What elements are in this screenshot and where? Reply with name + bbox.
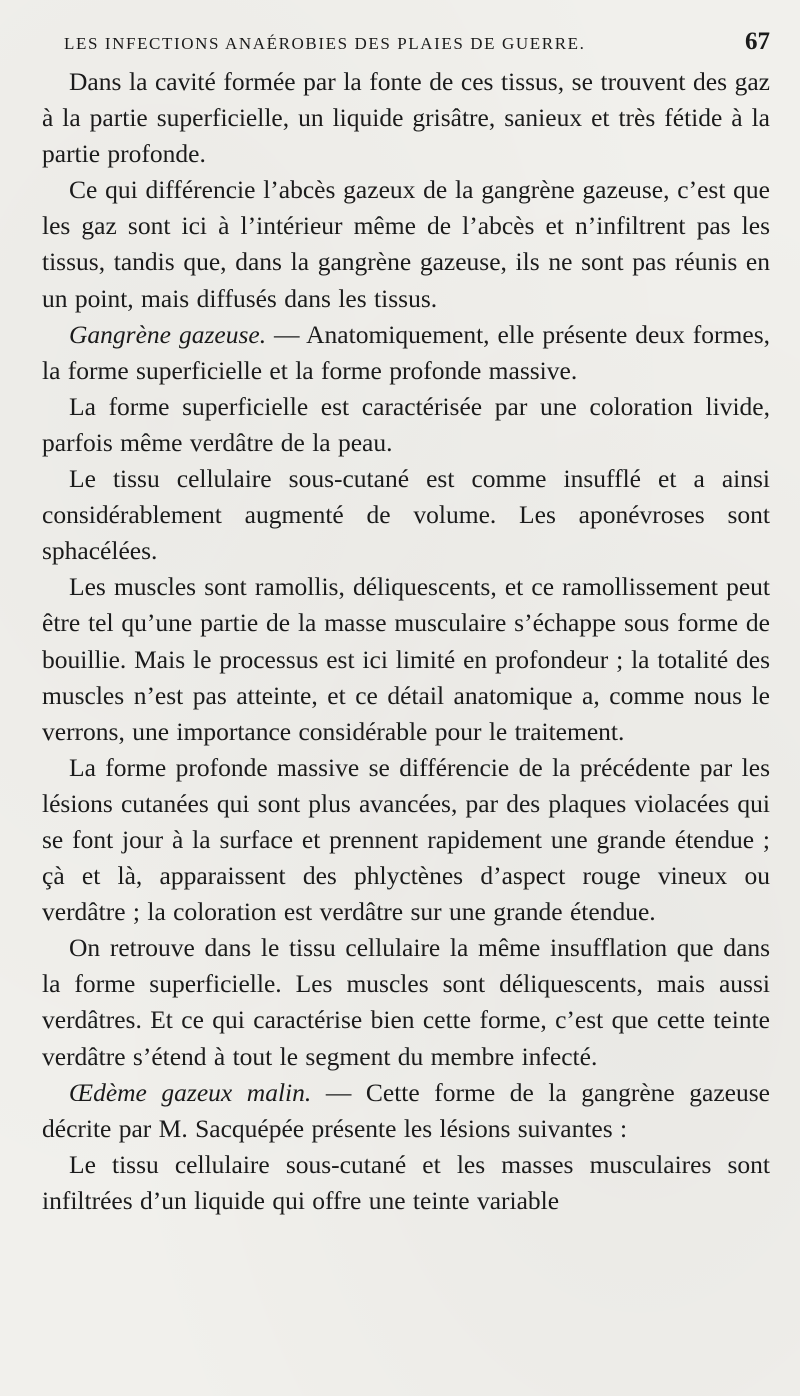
page-body — [42, 64, 770, 1219]
paragraph-5 — [42, 461, 770, 569]
paragraph-heading: Gangrène gazeuse. — [69, 319, 267, 349]
paragraph-text: Le tissu cellulaire sous-cutané et les masses musculaires sont infiltrées d’un liquide qui offre une teinte variable — [42, 1149, 770, 1215]
paragraph-9 — [42, 1075, 770, 1147]
paragraph-8 — [42, 930, 770, 1074]
paragraph-text: Dans la cavité formée par la fonte de ces tissus, se trouvent des gaz à la partie superficielle, un liquide grisâtre, sanieux et très fétide à la partie profonde. — [42, 67, 770, 169]
paragraph-heading: Œdème gazeux malin. — [69, 1077, 312, 1107]
paragraph-10 — [42, 1147, 770, 1219]
paragraph-text: — Anatomiquement, elle présente deux formes, la forme superficielle et la forme profonde massive. — [42, 319, 770, 385]
paragraph-3 — [42, 317, 770, 389]
paragraph-7 — [42, 750, 770, 930]
paragraph-6 — [42, 569, 770, 749]
paragraph-text: Les muscles sont ramollis, déliquescents, et ce ramollissement peut être tel qu’une partie de la masse musculaire s’échappe sous forme de bouillie. Mais le processus est ici limité en profondeur ; la totalité des muscles n’est pas atteinte, et ce détail anatomique a, comme nous le verrons, une importance considérable pour le traitement. — [42, 572, 770, 746]
paragraph-text: — Cette forme de la gangrène gazeuse décrite par M. Sacquépée présente les lésions suivantes : — [42, 1077, 770, 1143]
paragraph-text: On retrouve dans le tissu cellulaire la même insufflation que dans la forme superficielle. Les muscles sont déliquescents, mais aussi verdâtres. Et ce qui caractérise bien cette forme, c’est que cette teinte verdâtre s’étend à tout le segment du membre infecté. — [42, 933, 770, 1071]
paragraph-1 — [42, 64, 770, 172]
paragraph-text: La forme profonde massive se différencie de la précédente par les lésions cutanées qui sont plus avancées, par des plaques violacées qui se font jour à la surface et prennent rapidement une grande étendue ; çà et là, apparaissent des phlyctènes d’aspect rouge vineux ou verdâtre ; la coloration est verdâtre sur une grande étendue. — [42, 752, 770, 927]
paragraph-text: La forme superficielle est caractérisée par une coloration livide, parfois même verdâtre de la peau. — [42, 391, 770, 457]
paragraph-text: Ce qui différencie l’abcès gazeux de la gangrène gazeuse, c’est que les gaz sont ici à l’intérieur même de l’abcès et n’infiltrent pas les tissus, tandis que, dans la gangrène gazeuse, ils ne sont pas réunis en un point, mais diffusés dans les tissus. — [42, 175, 770, 313]
running-head — [42, 28, 770, 64]
paragraph-2 — [42, 172, 770, 316]
paragraph-4 — [42, 389, 770, 461]
running-title: LES INFECTIONS ANAÉROBIES DES PLAIES DE GUERRE. — [64, 34, 586, 53]
page-number: 67 — [745, 28, 770, 55]
paragraph-text: Le tissu cellulaire sous-cutané est comme insufflé et a ainsi considérablement augmenté de volume. Les aponévroses sont sphacélées. — [42, 464, 770, 566]
